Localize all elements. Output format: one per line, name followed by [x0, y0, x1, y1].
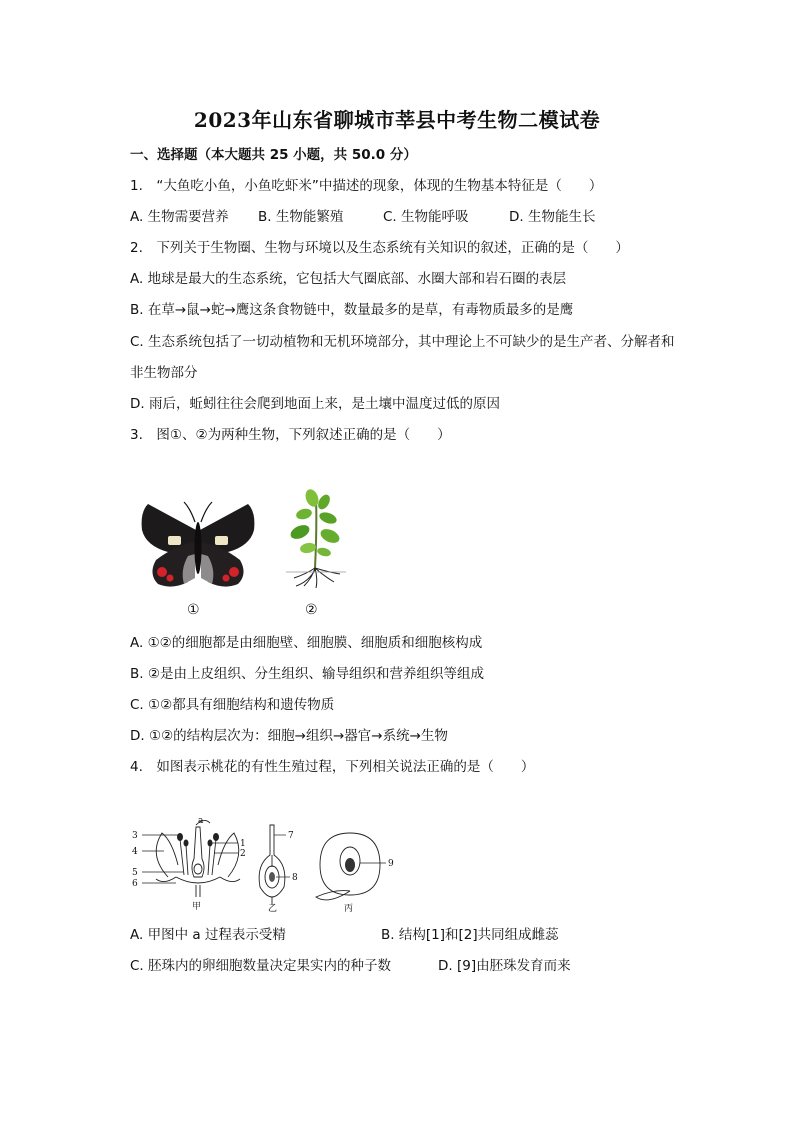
q4-option-b[interactable]: B. 结构[1]和[2]共同组成雌蕊	[381, 927, 559, 943]
label-5: 5	[132, 868, 138, 878]
label-6: 6	[132, 879, 138, 889]
caption-jia: 甲	[192, 902, 202, 912]
label-2: 2	[240, 849, 246, 859]
q2-option-d[interactable]: D. 雨后，蚯蚓往往会爬到地面上来，是土壤中温度过低的原因	[130, 396, 500, 412]
label-8: 8	[292, 873, 298, 883]
q2-option-c[interactable]: C. 生态系统包括了一切动植物和无机环境部分，其中理论上不可缺少的是生产者、分解者和	[130, 334, 675, 350]
label-4: 4	[132, 847, 138, 857]
q1-option-b[interactable]: B. 生物能繁殖	[258, 209, 344, 225]
q1-option-d[interactable]: D. 生物能生长	[509, 209, 596, 225]
q3-option-a[interactable]: A. ①②的细胞都是由细胞壁、细胞膜、细胞质和细胞核构成	[130, 635, 483, 651]
q4-option-a[interactable]: A. 甲图中 a 过程表示受精	[130, 927, 286, 943]
q3-option-c[interactable]: C. ①②都具有细胞结构和遗传物质	[130, 697, 335, 713]
q4-option-d[interactable]: D. [9]由胚珠发育而来	[438, 958, 571, 974]
q2-option-c-cont[interactable]: 非生物部分	[130, 365, 198, 381]
label-9: 9	[388, 859, 394, 869]
pistil-yi	[259, 825, 285, 905]
q1-option-c[interactable]: C. 生物能呼吸	[383, 209, 469, 225]
q3-stem: 3. 图①、②为两种生物，下列叙述正确的是（ ）	[130, 427, 451, 443]
q2-option-a[interactable]: A. 地球是最大的生态系统，它包括大气圈底部、水圈大部和岩石圈的表层	[130, 271, 567, 287]
q1-stem: 1. “大鱼吃小鱼，小鱼吃虾米”中描述的现象，体现的生物基本特征是（ ）	[130, 178, 603, 194]
q2-option-b[interactable]: B. 在草→鼠→蛇→鹰这条食物链中，数量最多的是草，有毒物质最多的是鹰	[130, 302, 574, 318]
q1-option-a[interactable]: A. 生物需要营养	[130, 209, 229, 225]
caption-yi: 乙	[268, 904, 278, 914]
caption-bing: 丙	[344, 904, 354, 914]
q3-option-b[interactable]: B. ②是由上皮组织、分生组织、输导组织和营养组织等组成	[130, 666, 484, 682]
q4-stem: 4. 如图表示桃花的有性生殖过程，下列相关说法正确的是（ ）	[130, 759, 535, 775]
q3-option-d[interactable]: D. ①②的结构层次为：细胞→组织→器官→系统→生物	[130, 728, 448, 744]
peach-flower-diagram	[128, 815, 398, 915]
label-a: a	[198, 816, 204, 826]
butterfly-image	[138, 500, 258, 592]
figure-label-1: ①	[187, 602, 200, 618]
q2-stem: 2. 下列关于生物圈、生物与环境以及生态系统有关知识的叙述，正确的是（ ）	[130, 240, 629, 256]
flower-section-jia	[156, 820, 240, 897]
label-3: 3	[132, 831, 138, 841]
section-heading: 一、选择题（本大题共 25 小题，共 50.0 分）	[130, 147, 417, 163]
plant-image	[282, 488, 352, 590]
page-title: 2023年山东省聊城市莘县中考生物二模试卷	[193, 108, 601, 132]
label-1: 1	[240, 839, 246, 849]
figure-label-2: ②	[305, 602, 318, 618]
q4-option-c[interactable]: C. 胚珠内的卵细胞数量决定果实内的种子数	[130, 958, 392, 974]
label-7: 7	[288, 831, 294, 841]
